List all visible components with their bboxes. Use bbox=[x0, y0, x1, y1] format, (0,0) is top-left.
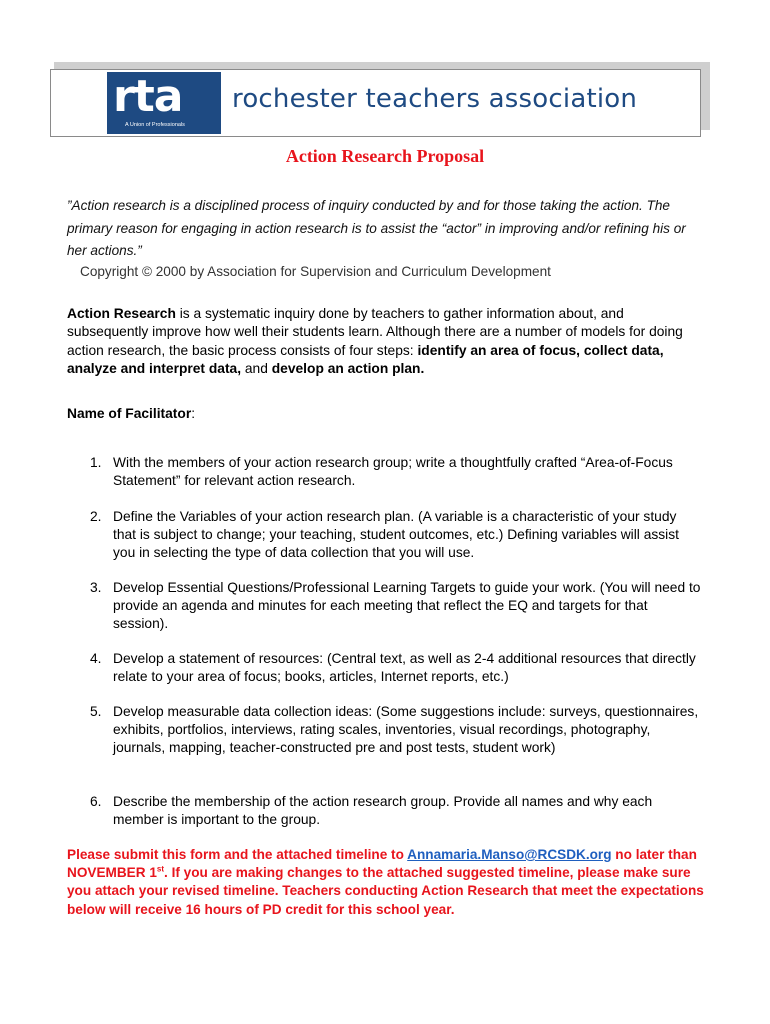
rta-logo bbox=[107, 72, 221, 134]
email-link[interactable]: Annamaria.Manso@RCSDK.org bbox=[407, 847, 612, 862]
step-number: 6. bbox=[90, 794, 102, 809]
logo-subtext: A Union of Professionals bbox=[125, 122, 185, 128]
intro-bold-2: develop an action plan. bbox=[271, 360, 425, 376]
submit-text-3: . If you are making changes to the attached suggested timeline, please make sure you attach your revised timeline. Teachers conducting Action Research that meet the expectations below will receive 16 hours of PD credit for this school year. bbox=[67, 865, 704, 917]
step-text: Develop Essential Questions/Professional Learning Targets to guide your work. (You will need to provide an agenda and minutes for each meeting that reflect the EQ and targets for that session). bbox=[113, 580, 701, 632]
step-number: 2. bbox=[90, 509, 102, 524]
step-item-6 bbox=[90, 793, 702, 829]
step-number: 1. bbox=[90, 455, 102, 470]
step-item-1 bbox=[90, 454, 702, 490]
step-text: Develop a statement of resources: (Central text, as well as 2-4 additional resources that directly relate to your area of focus; books, articles, Internet reports, etc.) bbox=[113, 651, 696, 685]
submit-text-1: Please submit this form and the attached timeline to bbox=[67, 847, 408, 862]
step-text: Describe the membership of the action research group. Provide all names and why each member is important to the group. bbox=[113, 794, 653, 828]
intro-paragraph bbox=[67, 305, 707, 378]
facilitator-label: Name of Facilitator bbox=[67, 406, 192, 421]
copyright: Copyright © 2000 by Association for Supervision and Curriculum Development bbox=[80, 264, 551, 279]
step-item-5 bbox=[90, 703, 702, 758]
ordinal-suffix: st bbox=[156, 864, 165, 874]
step-item-4 bbox=[90, 650, 702, 686]
intro-term: Action Research bbox=[67, 306, 176, 321]
step-text: With the members of your action research group; write a thoughtfully crafted “Area-of-Focus Statement” for relevant action research. bbox=[113, 455, 673, 489]
step-number: 5. bbox=[90, 704, 102, 719]
facilitator-field bbox=[67, 406, 195, 421]
facilitator-colon: : bbox=[191, 406, 196, 421]
step-text: Develop measurable data collection ideas: (Some suggestions include: surveys, questionnaires, exhibits, portfolios, interviews, rating scales, inventories, visual recordings, photography, journals, mapping, teacher-constructed pre and post tests, student work) bbox=[113, 704, 699, 756]
step-item-3 bbox=[90, 579, 702, 634]
page-title: Action Research Proposal bbox=[285, 146, 485, 166]
step-item-2 bbox=[90, 508, 702, 563]
quote: ”Action research is a disciplined process of inquiry conducted by and for those taking the action. The primary reason for engaging in action research is to assist the “actor” in improving and/or refining his or her actions.” bbox=[67, 198, 686, 258]
step-number: 3. bbox=[90, 580, 102, 595]
intro-text-1: is a systematic inquiry done by teachers to gather information about, and subsequently improve how well their students learn. Although there are a number of models for doing action research, the basic process consists of four steps: bbox=[67, 306, 683, 358]
logo-text: rta bbox=[113, 71, 183, 122]
intro-bold-1: identify an area of focus, collect data, analyze and interpret data, bbox=[67, 342, 664, 376]
step-text: Define the Variables of your action research plan. (A variable is a characteristic of your study that is subject to change; your teaching, student outcomes, etc.) Defining variables will assist you in selecting the type of data collection that you will use. bbox=[113, 509, 679, 561]
submit-instructions bbox=[67, 846, 707, 919]
org-name: rochester teachers association bbox=[232, 84, 638, 114]
intro-text-2: and bbox=[241, 360, 272, 376]
step-number: 4. bbox=[90, 651, 102, 666]
header-banner bbox=[50, 69, 701, 137]
submit-text-2: no later than NOVEMBER 1 bbox=[67, 847, 697, 881]
